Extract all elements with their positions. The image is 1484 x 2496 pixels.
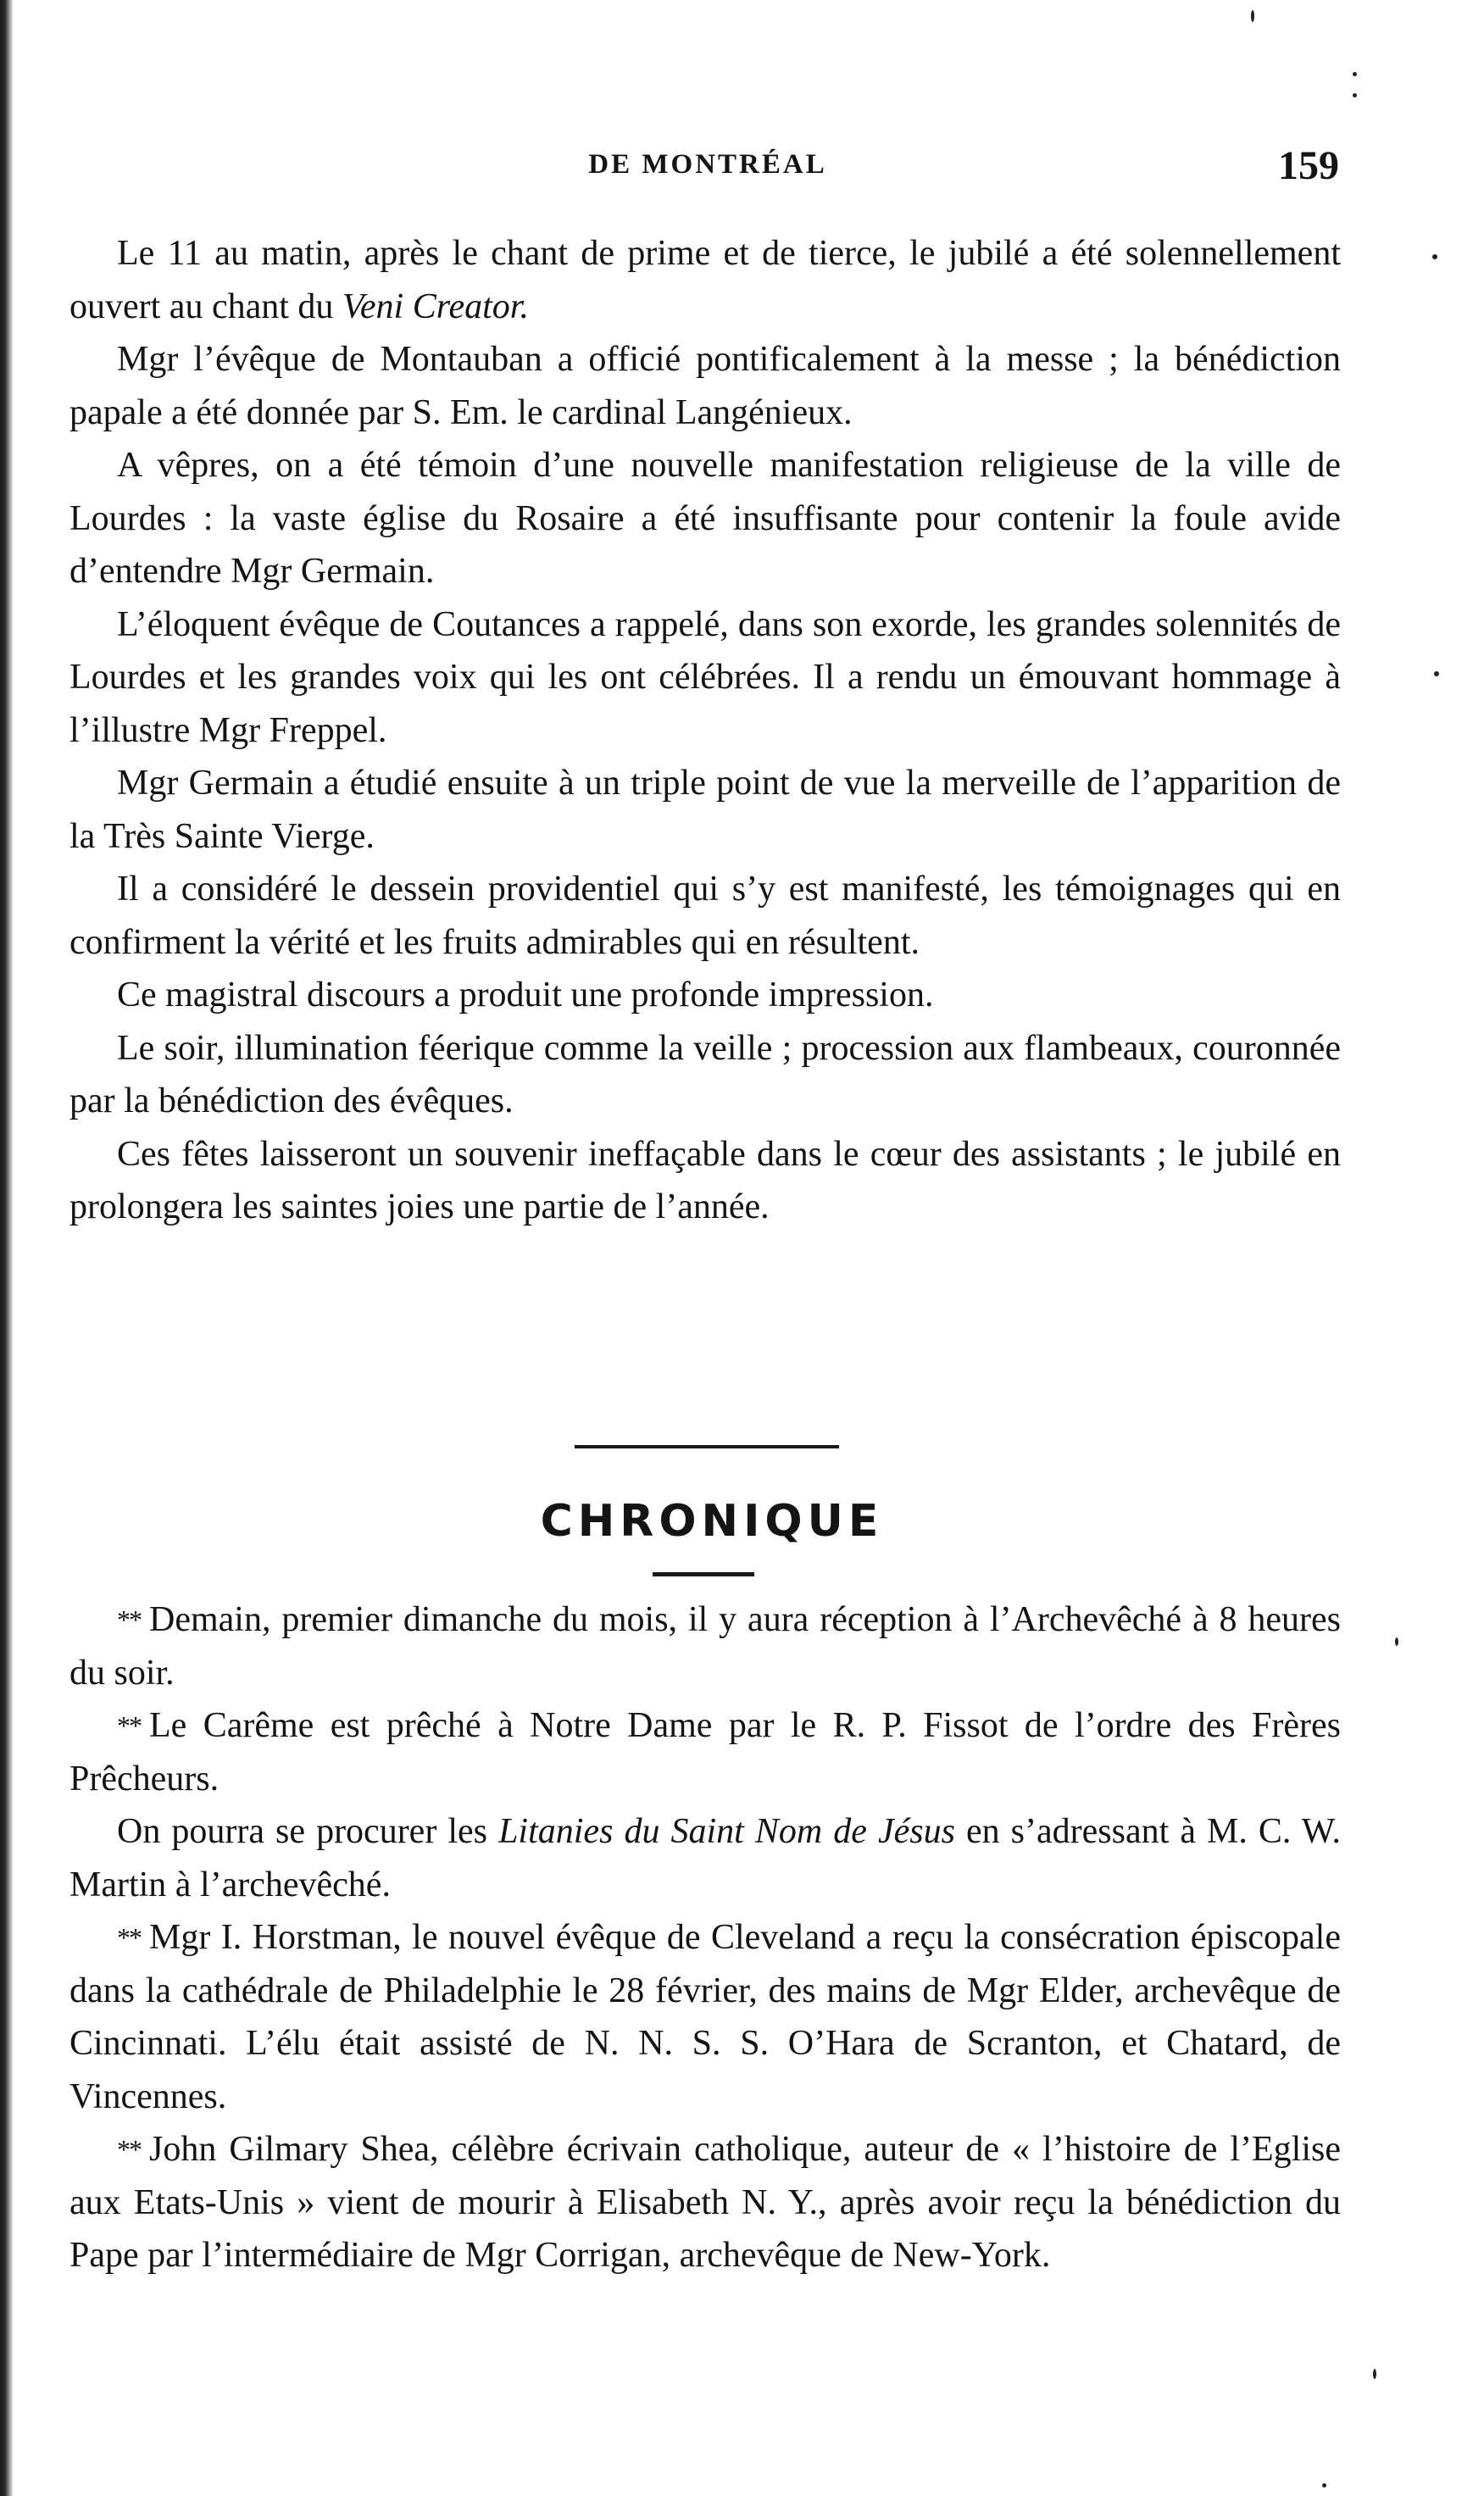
- paragraph-text: Mgr l’évêque de Montauban a officié pontificalement à la messe ; la bénédiction papale a été donnée par S. Em. le cardinal Langénieux.: [69, 340, 1341, 432]
- article-paragraph: [69, 333, 1341, 439]
- article-body: [69, 227, 1341, 1234]
- chronique-item: [69, 1593, 1341, 1699]
- asterism-marker: **: [117, 1710, 141, 1741]
- paragraph-text: Le 11 au matin, après le chant de prime et de tierce, le jubilé a été solennellement ouvert au chant du: [69, 234, 1341, 326]
- article-paragraph: [69, 863, 1341, 969]
- article-paragraph: [69, 598, 1341, 758]
- scan-speck: [1373, 2369, 1376, 2379]
- paragraph-text: Il a considéré le dessein providentiel qui s’y est manifesté, les témoignages qui en confirment la vérité et les fruits admirables qui en résultent.: [69, 870, 1341, 962]
- chronique-item: [69, 1805, 1341, 1911]
- paragraph-text: John Gilmary Shea, célèbre écrivain catholique, auteur de « l’histoire de l’Eglise aux Etats-Unis » vient de mourir à Elisabeth N. Y., après avoir reçu la bénédiction du Pape par l’intermédiaire de Mgr Corrigan, archevêque de New-York.: [69, 2130, 1341, 2275]
- article-paragraph: [69, 1128, 1341, 1234]
- italic-title-text: Veni Creator.: [342, 286, 530, 326]
- scan-speck: [1395, 1637, 1398, 1646]
- scan-speck: [1251, 10, 1254, 22]
- paragraph-text: Le soir, illumination féerique comme la veille ; procession aux flambeaux, couronnée par la bénédiction des évêques.: [69, 1028, 1341, 1120]
- scan-left-edge-shadow: [0, 0, 14, 2496]
- paragraph-text: Le Carême est prêché à Notre Dame par le R. P. Fissot de l’ordre des Frères Prêcheurs.: [69, 1706, 1341, 1798]
- article-paragraph: [69, 439, 1341, 598]
- paragraph-text: Mgr Germain a étudié ensuite à un triple point de vue la merveille de l’apparition de la Très Sainte Vierge.: [69, 764, 1341, 856]
- page-number: 159: [1278, 143, 1339, 188]
- chronique-heading: CHRONIQUE: [540, 1496, 884, 1547]
- chronique-item: [69, 2123, 1341, 2282]
- asterism-marker: **: [117, 1922, 141, 1953]
- scan-speck: [1322, 2483, 1326, 2488]
- paragraph-text: A vêpres, on a été témoin d’une nouvelle manifestation religieuse de la ville de Lourdes : la vaste église du Rosaire a été insuffisante pour contenir la foule avide d’entendre Mgr Germain.: [69, 446, 1341, 591]
- scan-speck: [1353, 72, 1357, 76]
- scan-speck: [1434, 671, 1439, 676]
- italic-title-text: Litanies du Saint Nom de Jésus: [498, 1812, 955, 1851]
- chronique-item: [69, 1911, 1341, 2123]
- asterism-marker: **: [117, 1604, 141, 1635]
- chronique-items: [69, 1593, 1341, 2282]
- page-header: [76, 142, 1339, 193]
- paragraph-text: Ces fêtes laisseront un souvenir ineffaçable dans le cœur des assistants ; le jubilé en prolongera les saintes joies une partie de l’année.: [69, 1134, 1341, 1226]
- article-paragraph: [69, 969, 1341, 1022]
- paragraph-text: On pourra se procurer les: [117, 1812, 499, 1851]
- scan-speck: [1432, 254, 1437, 259]
- asterism-marker: **: [117, 2134, 141, 2165]
- paragraph-text: Mgr I. Horstman, le nouvel évêque de Cleveland a reçu la consécration épiscopale dans la cathédrale de Philadelphie le 28 février, des mains de Mgr Elder, archevêque de Cincinnati. L’élu était assisté de N. N. S. S. O’Hara de Scranton, et Chatard, de Vincennes.: [69, 1918, 1341, 2116]
- paragraph-text: Ce magistral discours a produit une profonde impression.: [117, 976, 934, 1015]
- section-divider-rule: [575, 1445, 839, 1448]
- article-paragraph: [69, 227, 1341, 333]
- article-paragraph: [69, 1022, 1341, 1128]
- paragraph-text: L’éloquent évêque de Coutances a rappelé, dans son exorde, les grandes solennités de Lourdes et les grandes voix qui les ont célébrées. Il a rendu un émouvant hommage à l’illustre Mgr Freppel.: [69, 604, 1341, 750]
- scan-speck: [1353, 93, 1357, 97]
- paragraph-text: Demain, premier dimanche du mois, il y aura réception à l’Archevêché à 8 heures du soir.: [69, 1600, 1341, 1693]
- article-paragraph: [69, 757, 1341, 863]
- chronique-item: [69, 1699, 1341, 1805]
- heading-underline-rule: [653, 1572, 754, 1576]
- running-title: DE MONTRÉAL: [588, 149, 827, 180]
- paragraph-text: en s’adressant à M. C. W. Martin à l’archevêché.: [69, 1812, 1341, 1904]
